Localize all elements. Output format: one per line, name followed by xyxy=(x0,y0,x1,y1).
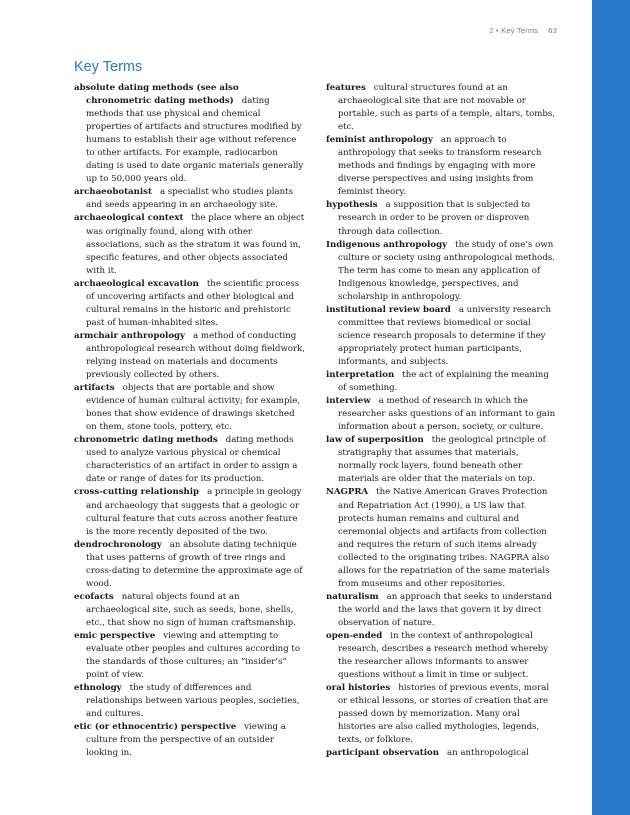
glossary-entry xyxy=(326,239,558,304)
glossary-entry xyxy=(74,330,306,382)
glossary-definition: the study of one’s own culture or society using anthropological methods. The term has come to mean any application of Indigenous knowledge, perspectives, and scholarship in anthropology. xyxy=(338,239,555,302)
glossary-term: archaeobotanist xyxy=(74,187,152,198)
glossary-term: archaeological context xyxy=(74,213,184,224)
glossary-term: ethnology xyxy=(74,683,122,694)
glossary-definition: a university research committee that reviews biomedical or social science research proposals to determine if they appropriately protect human participants, informants, and subjects. xyxy=(338,304,552,367)
glossary-column-left xyxy=(74,82,306,760)
glossary-entry xyxy=(326,369,558,395)
glossary-definition: the Native American Graves Protection and Repatriation Act (1990), a US law that protects human remains and cultural and ceremonial objects and artifacts from collection and requires the return of such items already collected to the originating tribes. NAGPRA also allows for the repatriation of the same materials from museums and other repositories. xyxy=(338,487,550,589)
glossary-entry xyxy=(74,82,306,186)
running-header xyxy=(489,26,557,35)
glossary-definition: a method of research in which the researcher asks questions of an informant to gain information about a person, society, or culture. xyxy=(338,396,556,433)
glossary-entry xyxy=(326,134,558,199)
glossary-entry xyxy=(74,434,306,486)
glossary-definition: the study of differences and relationships between various peoples, societies, and cultures. xyxy=(86,683,300,720)
glossary-entry xyxy=(326,82,558,134)
glossary-definition: a method of conducting anthropological research without doing fieldwork, relying instead on materials and documents previously collected by others. xyxy=(86,330,306,381)
glossary-definition: dating methods used to analyze various physical or chemical characteristics of an artifact in order to assign a date or range of dates for its production. xyxy=(86,435,298,485)
glossary-term: Indigenous anthropology xyxy=(326,239,448,250)
glossary-definition: the scientific process of uncovering artifacts and other biological and cultural remains in the historic and prehistoric past of human-inhabited sites. xyxy=(86,278,300,328)
glossary-entry xyxy=(326,434,558,486)
glossary-entry xyxy=(74,278,306,330)
glossary-term: chronometric dating methods xyxy=(74,435,218,446)
glossary-entry xyxy=(74,682,306,721)
glossary-definition: dating methods that use physical and chemical properties of artifacts and structures modified by humans to establish their age without reference to other artifacts. For example, radiocarbon dating is used to date organic materials generally up to 50,000 years old. xyxy=(86,96,304,185)
glossary-entry xyxy=(326,199,558,238)
glossary-definition: histories of previous events, moral or ethical lessons, or stories of creation that are passed down by memorization. Many oral histories are also called mythologies, legends, texts, or folklore. xyxy=(338,683,550,746)
glossary-entry xyxy=(74,630,306,682)
glossary-entry xyxy=(74,721,306,760)
glossary-term: artifacts xyxy=(74,383,115,394)
glossary-definition: cultural structures found at an archaeological site that are not movable or portable, such as parts of a temple, altars, tombs, etc. xyxy=(338,83,556,133)
glossary-definition: the act of explaining the meaning of something. xyxy=(338,370,549,394)
glossary-entry xyxy=(74,539,306,591)
page-title: Key Terms xyxy=(74,59,143,75)
glossary-term: naturalism xyxy=(326,591,379,602)
glossary-definition: the geological principle of stratigraphy that assumes that materials, normally rock layers, found beneath other materials are older that the materials on top. xyxy=(338,435,546,485)
glossary-term: ecofacts xyxy=(74,591,114,602)
glossary-definition: in the context of anthropological research, describes a research method whereby the researcher allows informants to answer questions without a limit in time or subject. xyxy=(338,630,549,681)
glossary-term: features xyxy=(326,83,366,93)
glossary-definition: an approach to anthropology that seeks to transform research methods and findings by engaging with more diverse perspectives and using insights from feminist theory. xyxy=(338,135,542,198)
glossary-term: etic (or ethnocentric) perspective xyxy=(74,722,237,733)
glossary-entry xyxy=(326,630,558,682)
glossary-term: archaeological excavation xyxy=(74,278,199,289)
glossary-term: institutional review board xyxy=(326,304,451,315)
glossary-definition: objects that are portable and show evidence of human cultural activity; for example, bones that show evidence of drawings sketched on them, stone tools, pottery, etc. xyxy=(86,383,301,433)
glossary-term: participant observation xyxy=(326,748,439,759)
glossary-entry xyxy=(326,304,558,369)
glossary-definition: a supposition that is subjected to research in order to be proven or disproven through data collection. xyxy=(338,200,530,237)
glossary-entry xyxy=(74,486,306,538)
glossary-definition: natural objects found at an archaeological site, such as seeds, bone, shells, etc., that show no sign of human craftsmanship. xyxy=(86,591,296,628)
glossary-definition: viewing and attempting to evaluate other peoples and cultures according to the standards of those cultures; an “insider’s” point of view. xyxy=(86,630,301,681)
glossary-term: emic perspective xyxy=(74,630,156,641)
glossary-entry xyxy=(326,486,558,590)
chapter-label: 2 • Key Terms xyxy=(489,26,539,35)
glossary-term: feminist anthropology xyxy=(326,135,433,146)
glossary-entry xyxy=(74,591,306,630)
glossary-definition: an anthropological xyxy=(446,748,529,759)
glossary-term: dendrochronology xyxy=(74,539,162,550)
glossary-term: open-ended xyxy=(326,630,383,641)
glossary-term: interpretation xyxy=(326,370,395,381)
glossary-entry xyxy=(74,212,306,277)
glossary-entry xyxy=(326,591,558,630)
glossary-definition: an approach that seeks to understand the world and the laws that govern it by direct observation of nature. xyxy=(338,591,552,628)
glossary-term: interview xyxy=(326,396,371,407)
glossary-term: law of superposition xyxy=(326,435,424,446)
glossary-term: absolute dating methods (see also chronometric dating methods) xyxy=(74,83,239,107)
glossary-definition: the place where an object was originally found, along with other associations, such as the stratum it was found in, specific features, and other objects associated with it. xyxy=(86,213,305,276)
glossary-definition: an absolute dating technique that uses patterns of growth of tree rings and cross-dating to determine the approximate age of wood. xyxy=(86,539,303,589)
glossary-definition: a principle in geology and archaeology that suggests that a geologic or cultural feature that cuts across another feature is the more recently deposited of the two. xyxy=(86,487,302,537)
glossary-column-right xyxy=(326,82,558,760)
glossary-entry xyxy=(326,747,558,760)
glossary-term: hypothesis xyxy=(326,200,378,211)
glossary-term: cross-cutting relationship xyxy=(74,487,200,498)
glossary-entry xyxy=(326,682,558,747)
glossary-term: armchair anthropology xyxy=(74,330,186,341)
page-number: 63 xyxy=(548,26,557,35)
glossary-entry xyxy=(74,186,306,212)
glossary-definition: viewing a culture from the perspective of an outsider looking in. xyxy=(86,722,286,759)
glossary-definition: a specialist who studies plants and seeds appearing in an archaeology site. xyxy=(86,187,294,211)
side-color-bar xyxy=(592,0,630,815)
glossary-entry xyxy=(74,382,306,434)
glossary-term: NAGPRA xyxy=(326,487,369,498)
glossary-entry xyxy=(326,395,558,434)
glossary-term: oral histories xyxy=(326,683,391,694)
